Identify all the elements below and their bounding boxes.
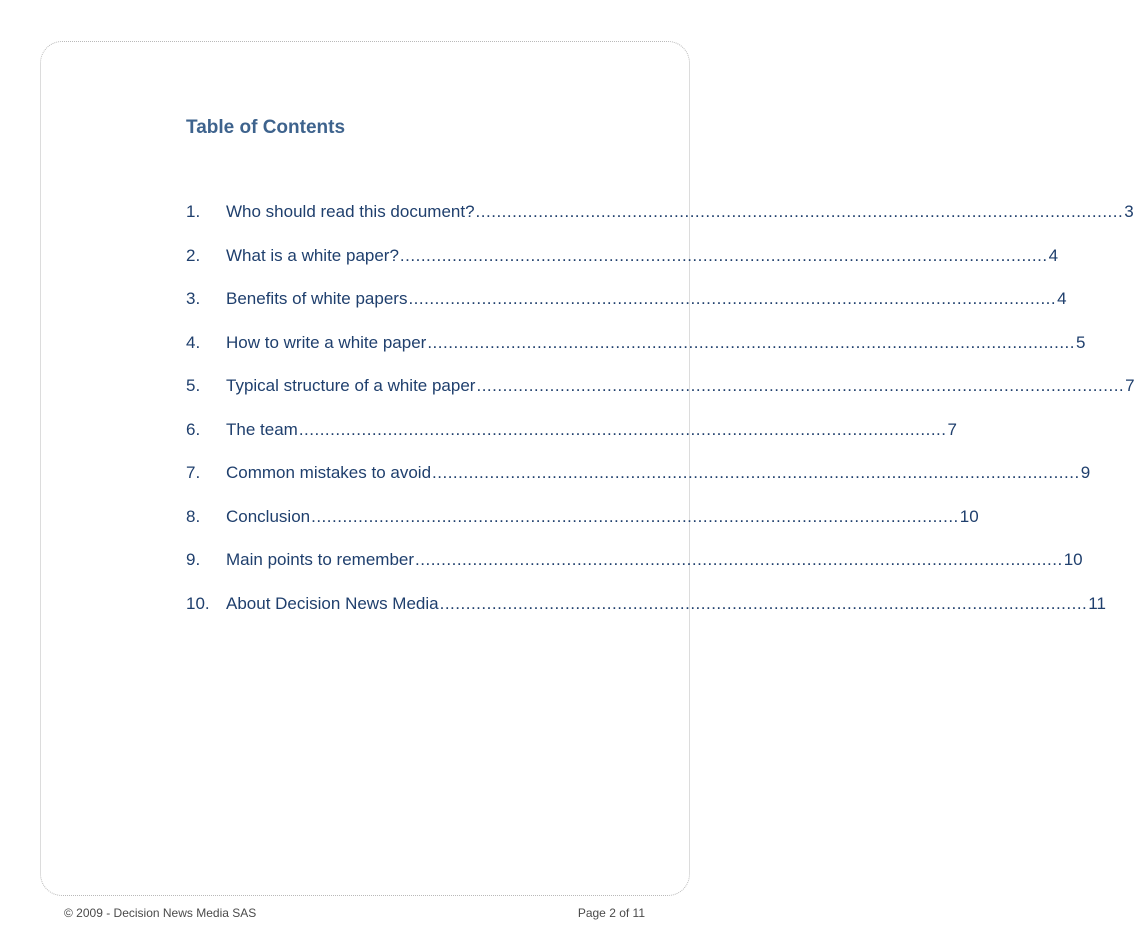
toc-dot-leader: ............................................................................................................................ [476, 376, 1125, 395]
toc-entry-title: The team [226, 419, 298, 439]
toc-entry[interactable] [186, 548, 1083, 592]
toc-entry-page: 11 [1088, 593, 1106, 613]
toc-title: Table of Contents [186, 117, 346, 138]
toc-entry-page: 7 [1125, 376, 1135, 395]
toc-entry-page: 4 [1048, 245, 1059, 265]
toc-entry-title: Benefits of white papers [226, 289, 408, 308]
toc-entry-title: Who should read this document? [226, 202, 475, 221]
toc-dot-leader: ............................................................................................................................ [408, 289, 1057, 308]
toc-dot-leader: ............................................................................................................................ [415, 550, 1063, 569]
toc-entry-page: 3 [1124, 202, 1134, 221]
toc-entry[interactable] [186, 200, 1134, 244]
toc-entry-number: 8. [186, 506, 201, 526]
toc-list [186, 200, 1135, 635]
toc-entry-number: 6. [186, 419, 201, 439]
toc-entry-number: 7. [186, 463, 201, 482]
toc-entry-page: 7 [947, 419, 957, 439]
footer-copyright: © 2009 - Decision News Media SAS [64, 906, 257, 920]
toc-entry-number: 2. [186, 245, 201, 265]
toc-entry[interactable] [186, 461, 1091, 505]
toc-entry[interactable] [186, 505, 979, 549]
toc-entry-title: Typical structure of a white paper [226, 376, 476, 395]
toc-entry-number: 10. [186, 593, 210, 613]
toc-dot-leader: ............................................................................................................................ [298, 419, 947, 439]
footer-page-indicator: Page 2 of 11 [577, 906, 645, 920]
toc-entry-title: About Decision News Media [226, 593, 439, 613]
toc-dot-leader: ............................................................................................................................ [399, 245, 1048, 265]
toc-entry-number: 4. [186, 332, 201, 352]
toc-entry[interactable] [186, 287, 1067, 331]
toc-dot-leader: ............................................................................................................................ [432, 463, 1080, 482]
toc-entry-title: What is a white paper? [226, 245, 399, 265]
toc-entry-number: 1. [186, 202, 201, 221]
toc-entry-number: 5. [186, 376, 201, 395]
toc-entry-page: 4 [1057, 289, 1067, 308]
toc-entry-number: 9. [186, 550, 201, 569]
toc-entry[interactable] [186, 374, 1135, 418]
toc-entry-title: Common mistakes to avoid [226, 463, 432, 482]
toc-entry-number: 3. [186, 289, 201, 308]
toc-entry-page: 9 [1080, 463, 1091, 482]
toc-entry-page: 5 [1076, 332, 1086, 352]
toc-entry[interactable] [186, 331, 1086, 375]
toc-dot-leader: ............................................................................................................................ [427, 332, 1075, 352]
toc-entry[interactable] [186, 418, 957, 462]
toc-entry-title: How to write a white paper [226, 332, 427, 352]
toc-entry-page: 10 [1063, 550, 1083, 569]
toc-dot-leader: ............................................................................................................................ [475, 202, 1124, 221]
toc-entry-page: 10 [959, 506, 979, 526]
toc-entry-title: Main points to remember [226, 550, 415, 569]
toc-dot-leader: ............................................................................................................................ [439, 593, 1088, 613]
toc-entry-title: Conclusion [226, 506, 311, 526]
toc-entry[interactable] [186, 592, 1106, 636]
toc-dot-leader: ............................................................................................................................ [311, 506, 959, 526]
toc-entry[interactable] [186, 244, 1059, 288]
